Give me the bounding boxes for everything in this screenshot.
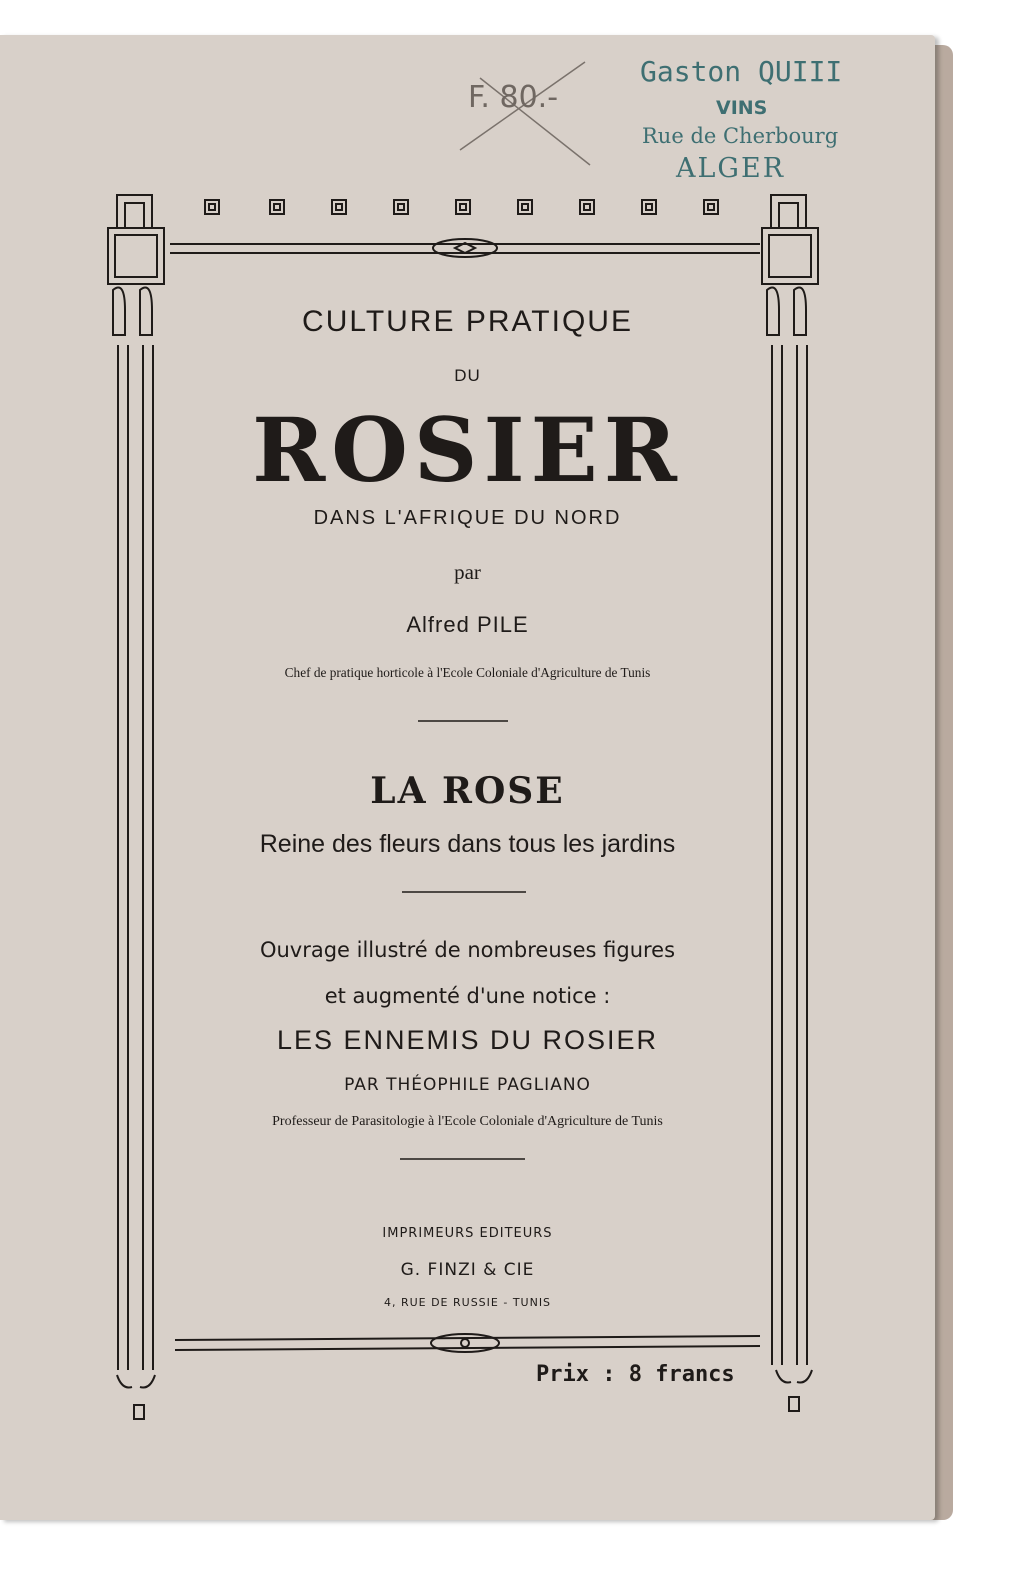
second-subtitle: Reine des fleurs dans tous les jardins — [259, 830, 676, 858]
main-title: ROSIER — [252, 398, 683, 502]
publisher-address: 4, RUE DE RUSSIE - TUNIS — [383, 1296, 552, 1309]
appendix-author: PAR THÉOPHILE PAGLIANO — [344, 1075, 591, 1095]
publisher-label: IMPRIMEURS EDITEURS — [382, 1226, 553, 1241]
price: Prix : 8 francs — [536, 1362, 735, 1387]
title-line-1: CULTURE PRATIQUE — [302, 305, 633, 338]
pencil-price-note: F. 80.- — [468, 80, 559, 115]
author-name: Alfred PILE — [406, 612, 529, 637]
ownership-stamp-name: Gaston QUIII — [640, 55, 843, 88]
frame-corner-block-left — [108, 228, 164, 284]
subtitle: DANS L'AFRIQUE DU NORD — [313, 507, 622, 529]
ownership-stamp-trade: VINS — [716, 97, 768, 119]
ownership-stamp-street: Rue de Cherbourg — [642, 124, 839, 148]
appendix-author-role: Professeur de Parasitologie à l'Ecole Coloniale d'Agriculture de Tunis — [272, 1114, 663, 1129]
ownership-stamp-city: ALGER — [676, 153, 786, 184]
publisher-name: G. FINZI & CIE — [400, 1260, 535, 1280]
second-title: LA ROSE — [370, 770, 565, 812]
description-line-2: et augmenté d'une notice : — [324, 984, 611, 1008]
byline-par: par — [454, 560, 481, 584]
frame-corner-block-right — [762, 228, 818, 284]
author-role: Chef de pratique horticole à l'Ecole Coloniale d'Agriculture de Tunis — [284, 666, 651, 681]
appendix-title: LES ENNEMIS DU ROSIER — [276, 1025, 659, 1055]
title-line-2: DU — [454, 366, 481, 385]
description-line-1: Ouvrage illustré de nombreuses figures — [259, 938, 676, 962]
